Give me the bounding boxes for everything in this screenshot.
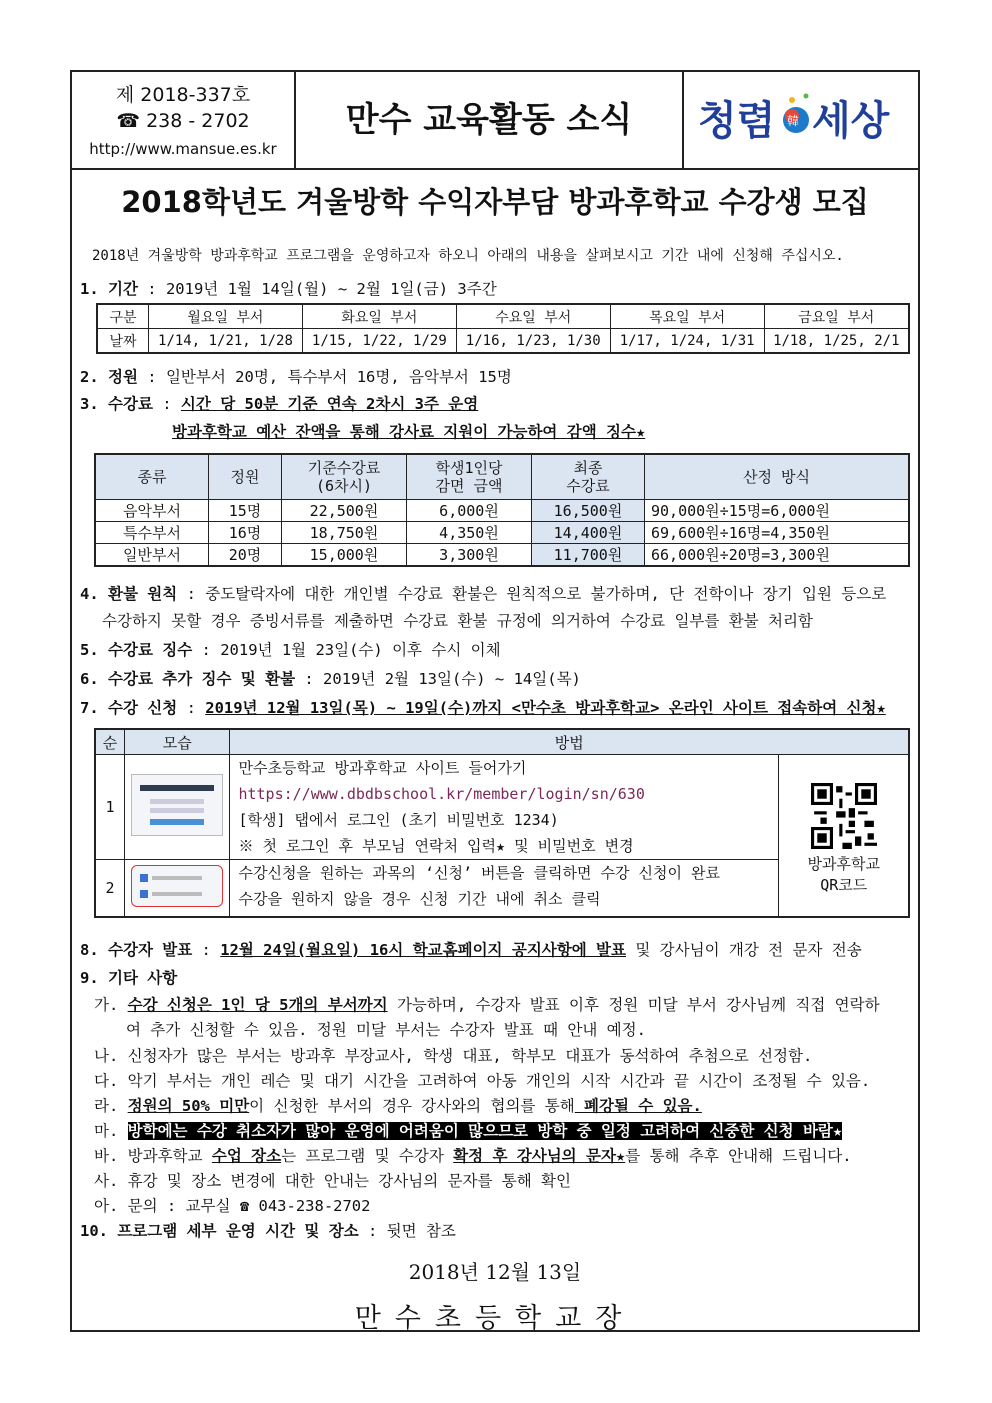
section-extra-payment: 6. 수강료 추가 징수 및 환불 : 2019년 2월 13일(수) ~ 14일(목)	[80, 670, 581, 688]
etc-ga: 가. 수강 신청은 1인 당 5개의 부서까지 가능하며, 수강자 발표 이후 정원 미달 부서 강사님께 직접 연락하	[94, 996, 880, 1014]
principal-signature: 만수초등학교장	[354, 1303, 636, 1334]
schedule-table	[96, 303, 910, 354]
etc-ga-line2: 여 추가 신청할 수 있음. 정원 미달 부서는 수강자 발표 때 안내 예정.	[126, 1021, 646, 1039]
etc-a: 아. 문의 : 교무실 ☎ 043-238-2702	[94, 1197, 371, 1215]
table-row: 구분 월요일 부서 화요일 부서 수요일 부서 목요일 부서 금요일 부서	[97, 304, 909, 329]
login-link[interactable]: https://www.dbdbschool.kr/member/login/sn/630	[238, 785, 645, 803]
qr-code-icon[interactable]	[811, 783, 877, 849]
section-period: 1. 기간 : 2019년 1월 14일(월) ~ 2월 1일(금) 3주간	[80, 280, 497, 298]
svg-text:韓: 韓	[787, 114, 800, 128]
issue-date: 2018년 12월 13일	[408, 1260, 582, 1284]
svg-text:세상: 세상	[812, 97, 890, 144]
qr-code-cell: 방과후학교 QR코드	[779, 755, 909, 918]
table-row: 음악부서 15명 22,500원 6,000원 16,500원 90,000원÷15명=6,000원	[95, 500, 909, 522]
table-row: 날짜 1/14, 1/21, 1/28 1/15, 1/22, 1/29 1/16, 1/23, 1/30 1/17, 1/24, 1/31 1/18, 1/25, 2/1	[97, 329, 909, 354]
page-title: 2018학년도 겨울방학 수익자부담 방과후학교 수강생 모집	[121, 185, 869, 219]
apply-steps-table	[94, 728, 910, 918]
step2-screenshot	[125, 860, 230, 918]
etc-ba: 바. 방과후학교 수업 장소는 프로그램 및 수강자 확정 후 강사님의 문자★를 통해 추후 안내해 드립니다.	[94, 1147, 852, 1165]
header	[72, 72, 918, 170]
doc-number: 제 2018-337호	[115, 84, 251, 106]
section-capacity: 2. 정원 : 일반부서 20명, 특수부서 16명, 음악부서 15명	[80, 368, 512, 386]
etc-na: 나. 신청자가 많은 부서는 방과후 부장교사, 학생 대표, 학부모 대표가 동석하여 추첨으로 선정함.	[94, 1047, 813, 1065]
table-row: 일반부서 20명 15,000원 3,300원 11,700원 66,000원÷20명=3,300원	[95, 544, 909, 567]
etc-sa: 사. 휴강 및 장소 변경에 대한 안내는 강사님의 문자를 통해 확인	[94, 1172, 571, 1190]
section-refund: 4. 환불 원칙 : 중도탈락자에 대한 개인별 수강료 환불은 원칙적으로 불가하며, 단 전학이나 장기 입원 등으로	[80, 585, 887, 603]
step1-screenshot	[125, 755, 230, 860]
table-row: 순 모습 방법	[95, 729, 909, 755]
section-etc: 9. 기타 사항	[80, 969, 178, 987]
svg-text:청렴: 청렴	[698, 97, 776, 144]
document-frame	[70, 70, 920, 1332]
integrity-logo	[684, 72, 918, 168]
section-refund-line2: 수강하지 못할 경우 증빙서류를 제출하면 수강료 환불 규정에 의거하여 수강료 일부를 환불 처리함	[102, 612, 813, 630]
step2-instructions: 수강신청을 원하는 과목의 ‘신청’ 버튼을 클릭하면 수강 신청이 완료 수강을 원하지 않을 경우 신청 기간 내에 취소 클릭	[230, 860, 779, 918]
table-row: 2 수강신청을 원하는 과목의 ‘신청’ 버튼을 클릭하면 수강 신청이 완료 수강을 원하지 않을 경우 신청 기간 내에 취소 클릭	[95, 860, 909, 918]
phone-number: ☎ 238 - 2702	[116, 110, 250, 132]
table-row: 특수부서 16명 18,750원 4,350원 14,400원 69,600원÷16명=4,350원	[95, 522, 909, 544]
section-fee-note: 방과후학교 예산 잔액을 통해 강사료 지원이 가능하여 감액 징수★	[172, 423, 646, 441]
section-apply: 7. 수강 신청 : 2019년 12월 13일(목) ~ 19일(수)까지 <만수초 방과후학교> 온라인 사이트 접속하여 신청★	[80, 699, 886, 717]
header-info	[72, 72, 296, 168]
etc-da: 다. 악기 부서는 개인 레슨 및 대기 시간을 고려하여 아동 개인의 시작 시간과 끝 시간이 조정될 수 있음.	[94, 1072, 871, 1090]
step1-instructions: 만수초등학교 방과후학교 사이트 들어가기 https://www.dbdbschool.kr/member/login/sn/630 [학생] 탭에서 로그인 (초기 비밀번호 1234) ※ 첫 로그인 후 부모님 연락처 입력★ 및 비밀번호 변경	[230, 755, 779, 860]
section-payment: 5. 수강료 징수 : 2019년 1월 23일(수) 이후 수시 이체	[80, 641, 501, 659]
school-url[interactable]: http://www.mansue.es.kr	[89, 140, 277, 158]
section-fee: 3. 수강료 : 시간 당 50분 기준 연속 2차시 3주 운영	[80, 395, 479, 413]
intro-text: 2018년 겨울방학 방과후학교 프로그램을 운영하고자 하오니 아래의 내용을 살펴보시고 기간 내에 신청해 주십시오.	[92, 248, 844, 264]
table-row: 1 만수초등학교 방과후학교 사이트 들어가기 https://www.dbdbschool.kr/member/login/sn/630 [학생] 탭에서 로그인 (초기 비밀번호 1234) ※ 첫 로그인 후 부모님 연락처 입력★ 및 비밀번호 변경 방과후학교 QR코드	[95, 755, 909, 860]
section-announce: 8. 수강자 발표 : 12월 24일(월요일) 16시 학교홈페이지 공지사항에 발표 및 강사님이 개강 전 문자 전송	[80, 941, 862, 959]
etc-ra: 라. 정원의 50% 미만이 신청한 부서의 경우 강사와의 협의를 통해 폐강될 수 있음.	[94, 1097, 702, 1115]
newsletter-title: 만수 교육활동 소식	[296, 72, 684, 168]
etc-ma: 마. 방학에는 수강 취소자가 많아 운영에 어려움이 많으므로 방학 중 일정 고려하여 신중한 신청 바람★	[94, 1122, 843, 1140]
fee-table	[94, 453, 910, 567]
table-row: 종류 정원 기준수강료 (6차시) 학생1인당 감면 금액 최종 수강료 산정 방식	[95, 454, 909, 500]
section-detail: 10. 프로그램 세부 운영 시간 및 장소 : 뒷면 참조	[80, 1222, 456, 1240]
